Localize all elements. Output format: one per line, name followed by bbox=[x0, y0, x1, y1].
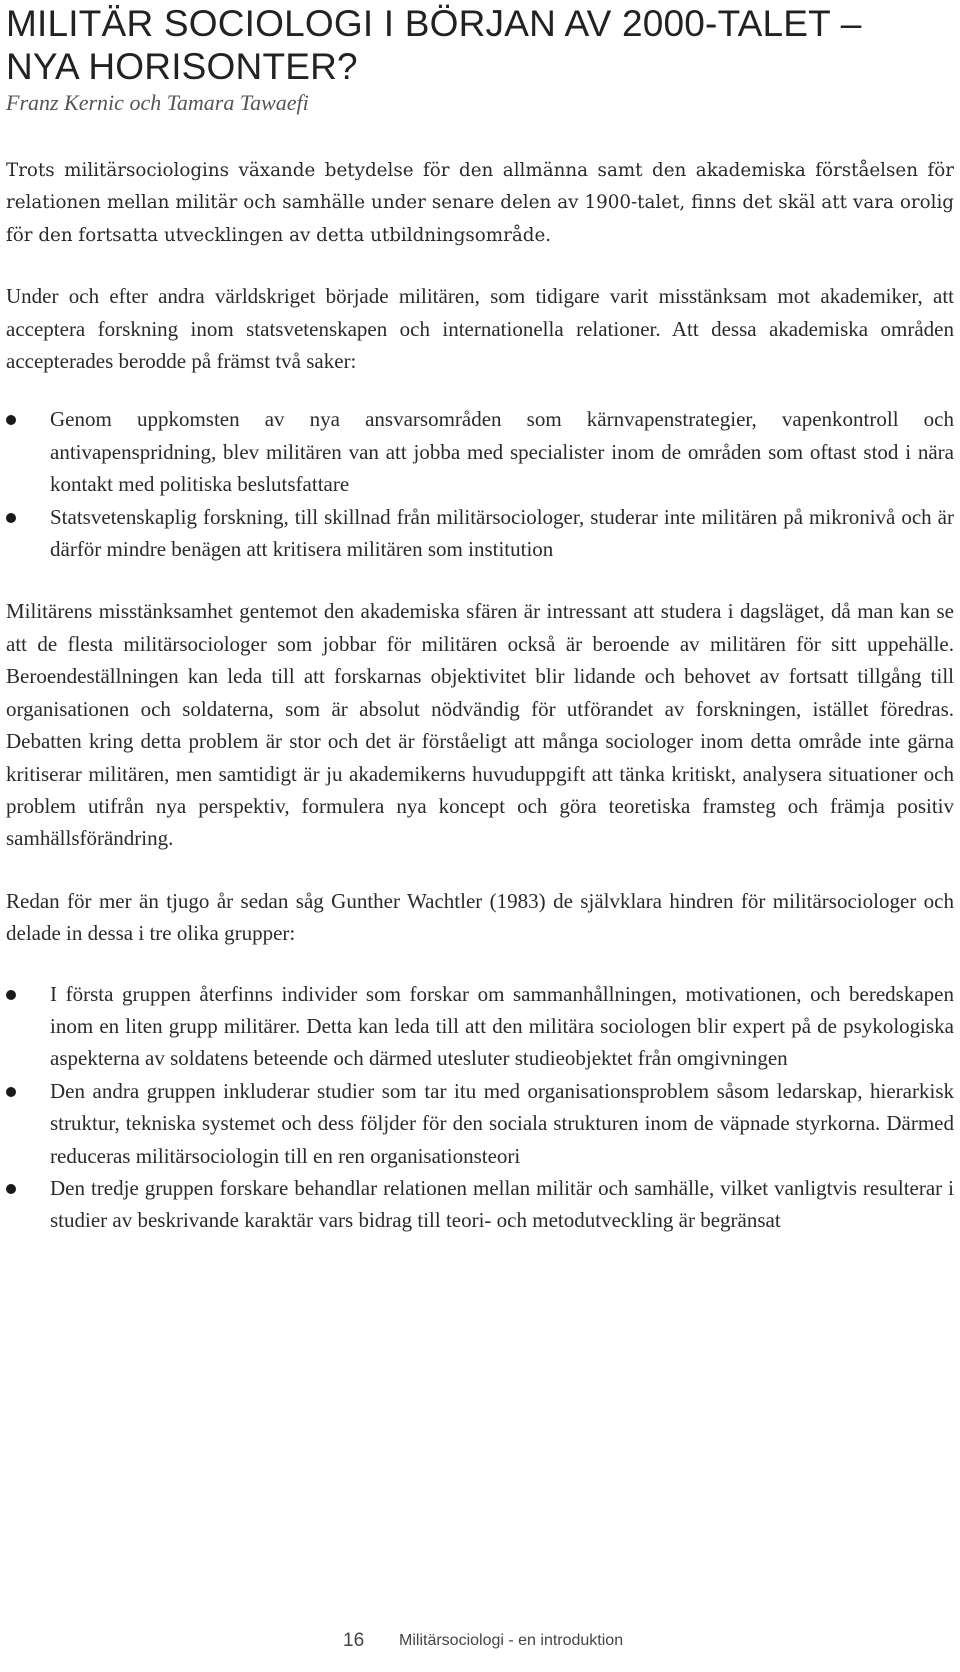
list-item-text: Den andra gruppen inkluderar studier som tar itu med organisationsproblem såsom ledarskap, hierarkisk struktur, tekniska systemet och dess följder för den sociala strukturen inom de väpnade styrkorna. Därmed reduceras militärsociologin till en ren organisationsteori bbox=[50, 1078, 954, 1168]
chapter-title bbox=[6, 2, 954, 88]
running-footer-title: Militärsociologi - en introduktion bbox=[399, 1632, 624, 1649]
list-item bbox=[6, 1172, 954, 1237]
paragraph-world-war: Under och efter andra världskriget började militären, som tidigare varit misstänksam mot akademiker, att acceptera forskning inom statsvetenskapen och internationella relationer. Att dessa akademiska områden accepterades berodde på främst två saker: bbox=[6, 284, 954, 374]
list-item bbox=[6, 501, 954, 566]
list-item-text: Statsvetenskaplig forskning, till skillnad från militärsociologer, studerar inte militären på mikronivå och är därför mindre benägen att kritisera militären som institution bbox=[50, 504, 954, 562]
bullet-list-groups bbox=[6, 978, 954, 1237]
bullet-icon bbox=[6, 990, 16, 1000]
page-number: 16 bbox=[343, 1630, 365, 1651]
bullet-list-reasons bbox=[6, 403, 954, 565]
paragraph-suspicion: Militärens misstänksamhet gentemot den akademiska sfären är intressant att studera i dagsläget, då man kan se att de flesta militärsociologer som jobbar för militären också är beroende av militären för sitt uppehälle. Beroendeställningen kan leda till att forskarnas objektivitet blir lidande och behovet av fortsatt tillgång till organisationen och soldaterna, som är absolut nödvändig för utförandet av forskningen, istället föredras. Debatten kring detta problem är stor och det är förståeligt att många sociologer inom detta område inte gärna kritiserar militären, men samtidigt är ju akademikerns huvuduppgift att tänka kritiskt, analysera situationer och problem utifrån nya perspektiv, formulera nya koncept och göra teoretiska framsteg och främja positiv samhällsförändring. bbox=[6, 599, 954, 851]
paragraph-intro: Trots militärsociologins växande betydelse för den allmänna samt den akademiska förståelsen för relationen mellan militär och samhälle under senare delen av 1900-talet, finns det skäl att vara orolig för den fortsatta utvecklingen av detta utbildningsområde. bbox=[6, 160, 954, 246]
chapter-title-line-2: NYA HORISONTER? bbox=[6, 46, 358, 87]
paragraph-wachtler: Redan för mer än tjugo år sedan såg Gunther Wachtler (1983) de självklara hindren för militärsociologer och delade in dessa i tre olika grupper: bbox=[6, 888, 954, 946]
list-item-text: Genom uppkomsten av nya ansvarsområden som kärnvapenstrategier, vapenkontroll och antivapenspridning, blev militären van att jobba med specialister inom de områden som oftast stod i nära kontakt med politiska beslutsfattare bbox=[50, 407, 954, 497]
bullet-icon bbox=[6, 1087, 16, 1097]
document-page bbox=[6, 0, 954, 1237]
bullet-icon bbox=[6, 1184, 16, 1194]
list-item bbox=[6, 978, 954, 1075]
list-item bbox=[6, 1075, 954, 1172]
bullet-icon bbox=[6, 415, 16, 425]
authors: Franz Kernic och Tamara Tawaefi bbox=[6, 90, 309, 115]
chapter-title-line-1: MILITÄR SOCIOLOGI I BÖRJAN AV 2000-TALET – bbox=[6, 3, 862, 44]
list-item-text: Den tredje gruppen forskare behandlar relationen mellan militär och samhälle, vilket vanligtvis resulterar i studier av beskrivande karaktär vars bidrag till teori- och metodutveckling är begränsat bbox=[50, 1175, 954, 1233]
page-footer bbox=[0, 1630, 960, 1660]
bullet-icon bbox=[6, 513, 16, 523]
list-item bbox=[6, 403, 954, 500]
list-item-text: I första gruppen återfinns individer som forskar om sammanhållningen, motivationen, och beredskapen inom en liten grupp militärer. Detta kan leda till att den militära sociologen blir expert på de psykologiska aspekterna av soldatens beteende och därmed utesluter studieobjektet från omgivningen bbox=[50, 981, 954, 1071]
